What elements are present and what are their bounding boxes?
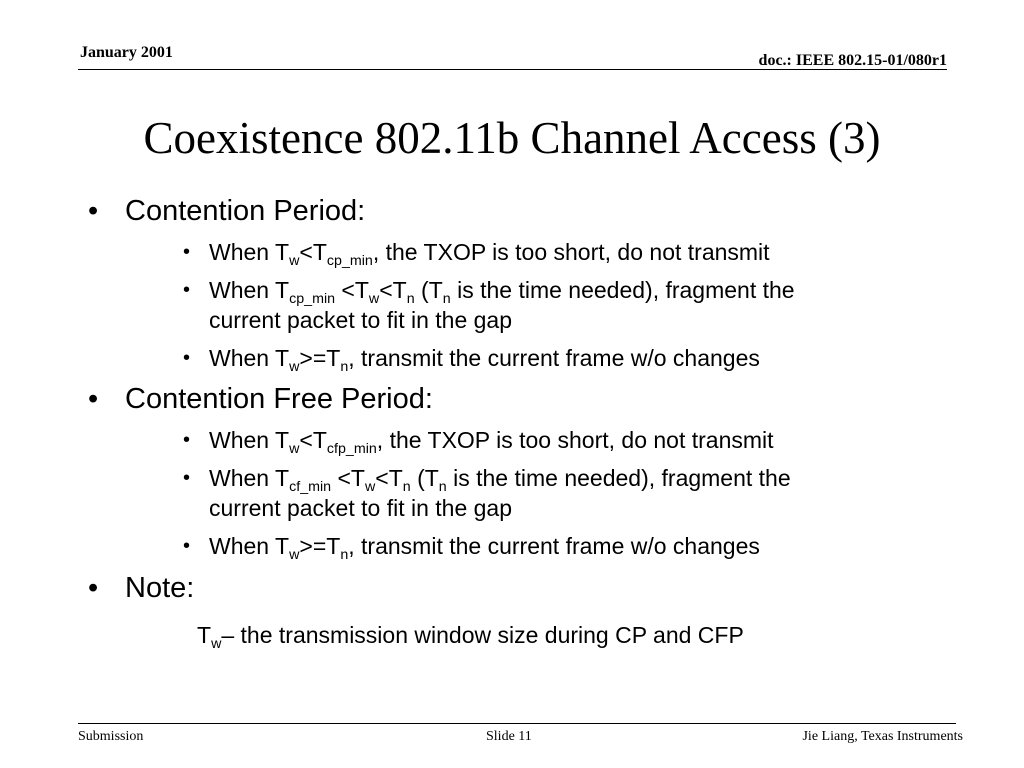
bullet-dot: • [88,572,99,604]
bullet-dot: • [183,429,191,451]
sub-bullet-text: When $T_w>=T_n$, transmit the current frame w/o changes [209,345,760,375]
bullet-dot: • [88,383,99,415]
footer-submission: Submission [78,729,144,744]
sub-bullet-text: When $T_w<T_{cfp\_min}$, the TXOP is too short, do not transmit [209,427,774,457]
header-date: January 2001 [80,44,173,61]
sub-bullet-text: When $T_{cp\_min} <T_w<T_n$ ($T_n$ is the time needed), fragment the [209,277,795,307]
bullet-dot: • [183,535,191,557]
slide-title: Coexistence 802.11b Channel Access (3) [143,113,881,163]
note-definition: $T_w-$ the transmission window size during CP and CFP [197,622,744,652]
bullet-heading: Contention Period: [125,195,366,227]
bullet-dot: • [183,279,191,301]
bullet-heading: Note: [125,572,195,604]
sub-bullet-continuation: current packet to fit in the gap [209,307,513,333]
bullet-dot: • [88,195,99,227]
bullet-dot: • [183,347,191,369]
footer-slide-number: Slide 11 [486,729,532,744]
bullet-dot: • [183,467,191,489]
sub-bullet-text: When $T_w>=T_n$, transmit the current frame w/o changes [209,533,760,563]
sub-bullet-continuation: current packet to fit in the gap [209,495,513,521]
header-doc-id: doc.: IEEE 802.15-01/080r1 [758,52,947,69]
header-divider [78,69,947,70]
bullet-heading: Contention Free Period: [125,383,433,415]
sub-bullet-text: When $T_w<T_{cp\_min}$, the TXOP is too short, do not transmit [209,239,770,269]
footer-author: Jie Liang, Texas Instruments [802,729,963,744]
footer-divider [78,723,956,724]
sub-bullet-text: When $T_{cf\_min} <T_w<T_n$ ($T_n$ is the time needed), fragment the [209,465,791,495]
bullet-dot: • [183,241,191,263]
